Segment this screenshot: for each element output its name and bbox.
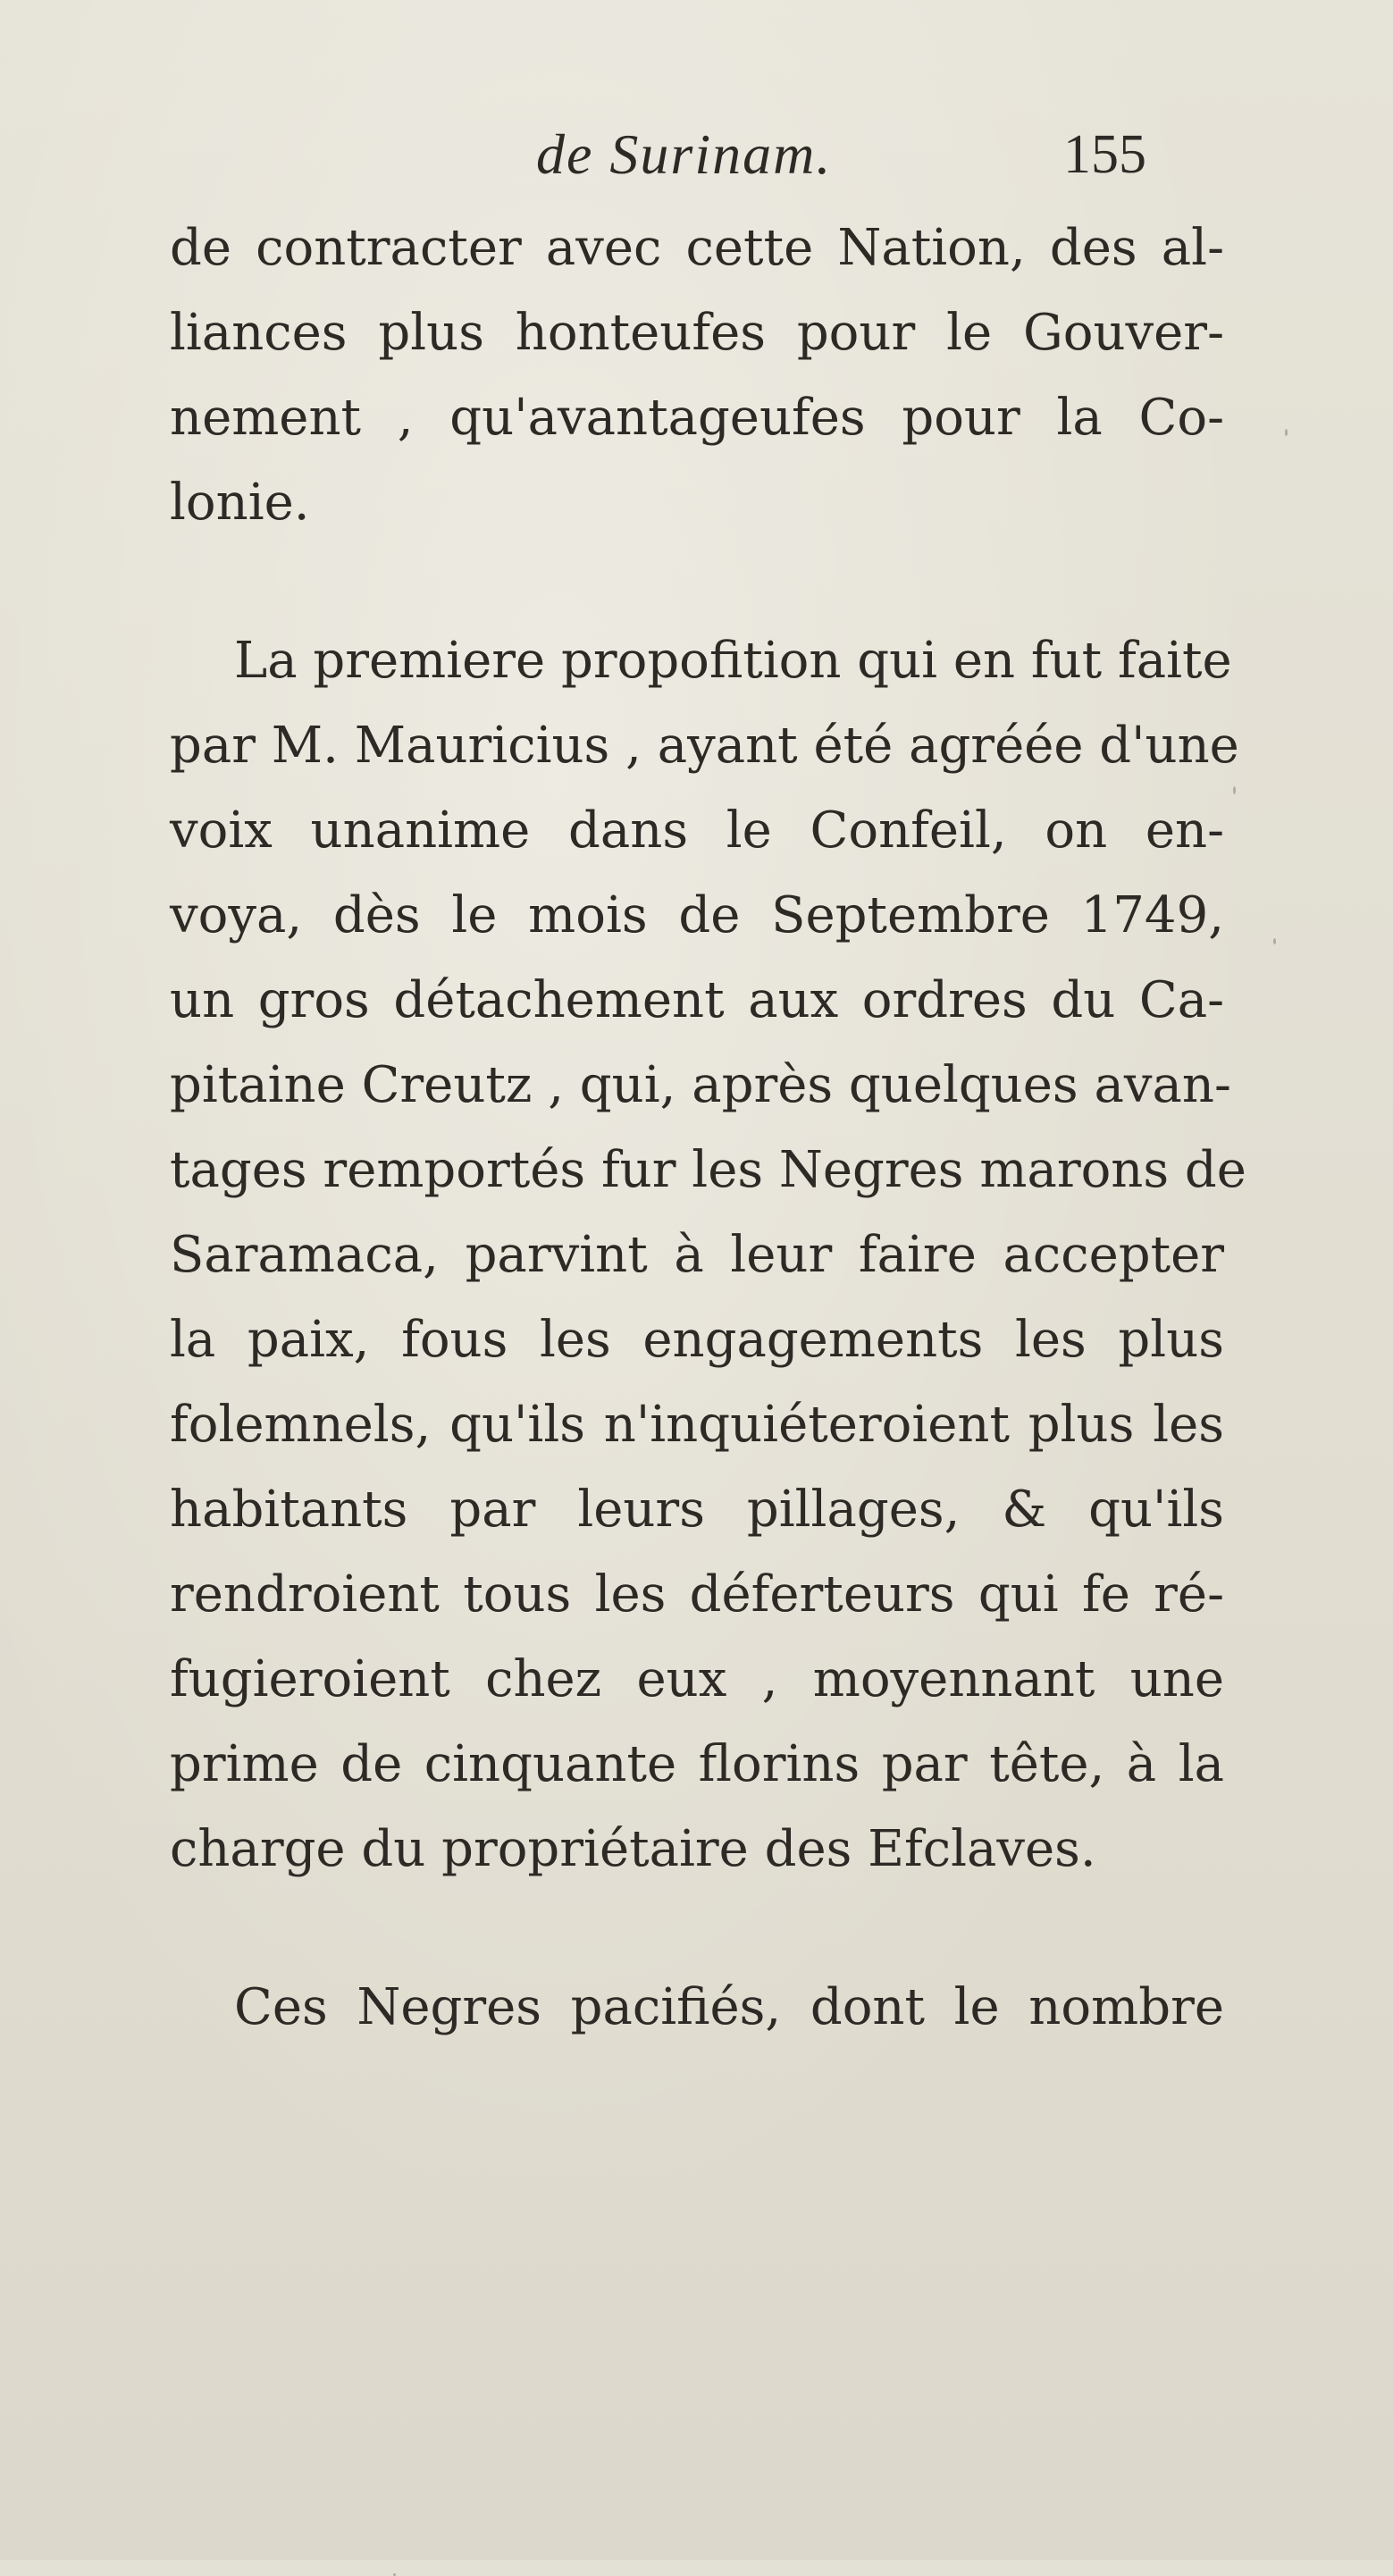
running-head bbox=[0, 123, 1393, 186]
text-line: de contracter avec cette Nation, des al- bbox=[170, 219, 1224, 277]
paragraph-1 bbox=[170, 206, 1224, 545]
text-line: La premiere propofition qui en fut faite bbox=[234, 632, 1232, 690]
paper-speck bbox=[1233, 786, 1236, 794]
text-line: un gros détachement aux ordres du Ca- bbox=[170, 971, 1224, 1029]
text-line: habitants par leurs pillages, & qu'ils bbox=[170, 1481, 1224, 1539]
text-line: rendroient tous les déferteurs qui fe ré- bbox=[170, 1565, 1224, 1624]
running-title: de Surinam. bbox=[536, 122, 833, 186]
paragraph-2 bbox=[170, 618, 1246, 1892]
text-line: fugieroient chez eux , moyennant une bbox=[170, 1650, 1224, 1708]
paragraph-gap bbox=[170, 1892, 1224, 1965]
text-line: voix unanime dans le Confeil, on en- bbox=[170, 801, 1224, 860]
paragraph-3 bbox=[170, 1965, 1224, 2050]
text-line: folemnels, qu'ils n'inquiéteroient plus les bbox=[170, 1396, 1224, 1454]
paragraph-gap bbox=[170, 545, 1224, 618]
text-line: lonie. bbox=[170, 474, 310, 532]
text-line: Ces Negres pacifiés, dont le nombre bbox=[234, 1978, 1224, 2036]
text-line: pitaine Creutz , qui, après quelques avan- bbox=[170, 1056, 1231, 1114]
paper-speck bbox=[1285, 429, 1288, 436]
text-line: tages remportés fur les Negres marons de bbox=[170, 1141, 1246, 1199]
text-line: Saramaca, parvint à leur faire accepter bbox=[170, 1226, 1224, 1284]
text-line: par M. Mauricius , ayant été agréée d'une bbox=[170, 717, 1239, 775]
text-line: prime de cinquante florins par tête, à la bbox=[170, 1735, 1224, 1793]
text-line: voya, dès le mois de Septembre 1749, bbox=[170, 886, 1224, 944]
text-line: nement , qu'avantageufes pour la Co- bbox=[170, 389, 1224, 447]
text-line: la paix, fous les engagements les plus bbox=[170, 1311, 1224, 1369]
paper-speck bbox=[1273, 938, 1276, 944]
body-text bbox=[170, 206, 1246, 2050]
text-line: liances plus honteufes pour le Gouver- bbox=[170, 304, 1224, 362]
text-line: charge du propriétaire des Efclaves. bbox=[170, 1820, 1096, 1878]
page-number: 155 bbox=[1063, 124, 1146, 185]
